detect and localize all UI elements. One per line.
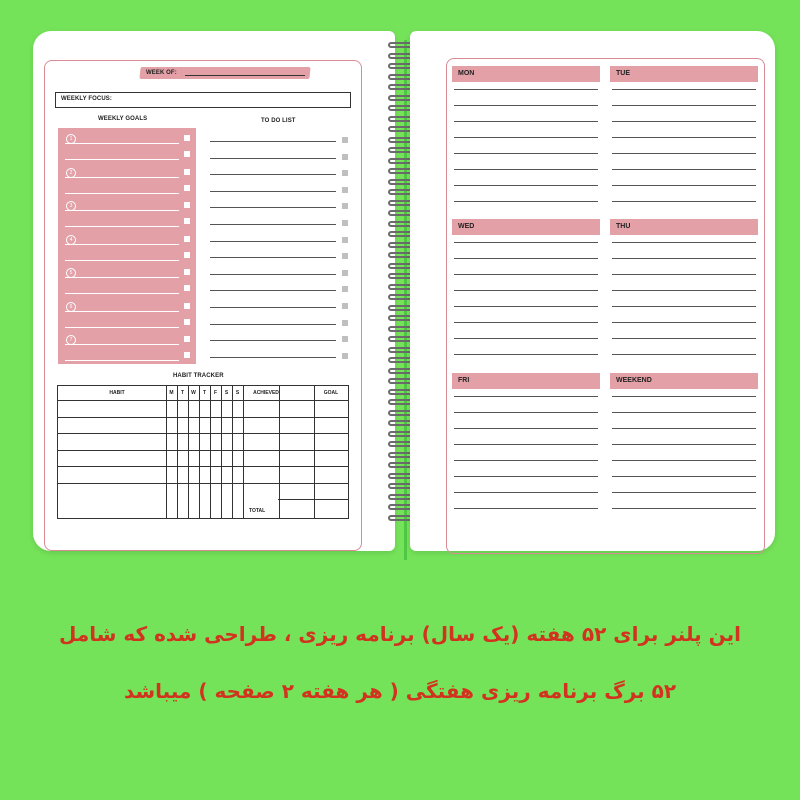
todo-checkbox xyxy=(342,187,348,193)
goal-line xyxy=(65,143,179,144)
todo-line xyxy=(210,241,336,242)
todo-line xyxy=(210,290,336,291)
weekly-focus-label: WEEKLY FOCUS: xyxy=(61,96,112,102)
todo-checkbox xyxy=(342,320,348,326)
day-header-tue xyxy=(610,66,758,82)
todo-checkbox xyxy=(342,286,348,292)
day-col-header: M xyxy=(169,390,174,396)
writing-line xyxy=(612,428,756,429)
goal-checkbox xyxy=(184,135,190,141)
todo-line xyxy=(210,207,336,208)
goal-line xyxy=(65,311,179,312)
goal-checkbox xyxy=(184,352,190,358)
writing-line xyxy=(612,460,756,461)
todo-line xyxy=(210,191,336,192)
writing-line xyxy=(454,508,598,509)
todo-line xyxy=(210,141,336,142)
goal-line xyxy=(65,327,179,328)
day-col-header: W xyxy=(191,390,196,396)
goal-number: 3 xyxy=(66,201,76,211)
todo-line xyxy=(210,174,336,175)
goal-number: 1 xyxy=(66,134,76,144)
goal-checkbox xyxy=(184,185,190,191)
todo-checkbox xyxy=(342,203,348,209)
goal-line xyxy=(65,193,179,194)
todo-checkbox xyxy=(342,237,348,243)
todo-checkbox xyxy=(342,170,348,176)
left-planner-page xyxy=(33,31,395,551)
writing-line xyxy=(454,201,598,202)
writing-line xyxy=(612,306,756,307)
table-row-line xyxy=(278,499,348,500)
writing-line xyxy=(454,476,598,477)
day-label: MON xyxy=(458,70,475,77)
todo-checkbox xyxy=(342,137,348,143)
writing-line xyxy=(454,306,598,307)
writing-line xyxy=(612,274,756,275)
writing-line xyxy=(454,460,598,461)
table-row-line xyxy=(58,400,348,401)
goal-checkbox xyxy=(184,169,190,175)
writing-line xyxy=(454,290,598,291)
goal-number: 7 xyxy=(66,335,76,345)
table-divider xyxy=(188,386,189,518)
writing-line xyxy=(454,105,598,106)
writing-line xyxy=(454,354,598,355)
day-col-header: S xyxy=(224,390,229,396)
writing-line xyxy=(454,137,598,138)
writing-line xyxy=(612,89,756,90)
table-row-line xyxy=(58,483,348,484)
table-divider xyxy=(243,386,244,518)
todo-line xyxy=(210,357,336,358)
writing-line xyxy=(612,338,756,339)
weekly-goals-label: WEEKLY GOALS xyxy=(98,116,148,122)
day-label: WEEKEND xyxy=(616,377,652,384)
writing-line xyxy=(612,105,756,106)
writing-line xyxy=(612,169,756,170)
todo-line xyxy=(210,307,336,308)
todo-line xyxy=(210,324,336,325)
writing-line xyxy=(612,121,756,122)
goal-line xyxy=(65,244,179,245)
writing-line xyxy=(612,185,756,186)
day-header-mon xyxy=(452,66,600,82)
writing-line xyxy=(454,492,598,493)
caption-line-2: ۵۲ برگ برنامه ریزی هفتگی ( هر هفته ۲ صفحه ) میباشد xyxy=(123,679,677,703)
writing-line xyxy=(454,185,598,186)
goal-line xyxy=(65,293,179,294)
day-header-thu xyxy=(610,219,758,235)
goal-checkbox xyxy=(184,319,190,325)
day-header-wed xyxy=(452,219,600,235)
day-header-fri xyxy=(452,373,600,389)
todo-checkbox xyxy=(342,303,348,309)
table-divider xyxy=(199,386,200,518)
weekly-goals-box xyxy=(58,128,196,364)
todo-line xyxy=(210,158,336,159)
writing-line xyxy=(454,338,598,339)
goal-line xyxy=(65,159,179,160)
table-row-line xyxy=(58,450,348,451)
todo-checkbox xyxy=(342,253,348,259)
habit-tracker-title: HABIT TRACKER xyxy=(173,373,224,379)
total-label: TOTAL xyxy=(249,508,266,514)
writing-line xyxy=(454,242,598,243)
writing-line xyxy=(454,274,598,275)
writing-line xyxy=(454,258,598,259)
todo-line xyxy=(210,274,336,275)
todo-line xyxy=(210,340,336,341)
goal-checkbox xyxy=(184,336,190,342)
writing-line xyxy=(612,492,756,493)
writing-line xyxy=(454,412,598,413)
writing-line xyxy=(612,137,756,138)
writing-line xyxy=(612,290,756,291)
writing-line xyxy=(612,396,756,397)
table-divider xyxy=(177,386,178,518)
achieved-col-header: ACHIEVED xyxy=(253,390,279,396)
writing-line xyxy=(454,444,598,445)
week-of-label: WEEK OF: xyxy=(146,70,177,76)
day-col-header: F xyxy=(213,390,218,396)
writing-line xyxy=(612,508,756,509)
todo-list-label: TO DO LIST xyxy=(261,118,296,124)
day-header-weekend xyxy=(610,373,758,389)
writing-line xyxy=(454,153,598,154)
goal-line xyxy=(65,226,179,227)
todo-line xyxy=(210,257,336,258)
writing-line xyxy=(454,89,598,90)
goal-checkbox xyxy=(184,252,190,258)
todo-checkbox xyxy=(342,336,348,342)
todo-checkbox xyxy=(342,270,348,276)
goal-checkbox xyxy=(184,151,190,157)
habit-col-header: HABIT xyxy=(109,390,125,396)
table-row-line xyxy=(58,433,348,434)
todo-line xyxy=(210,224,336,225)
day-col-header: T xyxy=(202,390,207,396)
goal-checkbox xyxy=(184,285,190,291)
writing-line xyxy=(612,153,756,154)
table-divider xyxy=(221,386,222,518)
day-label: FRI xyxy=(458,377,470,384)
day-col-header: S xyxy=(235,390,240,396)
writing-line xyxy=(612,201,756,202)
goal-line xyxy=(65,260,179,261)
writing-line xyxy=(454,169,598,170)
day-label: THU xyxy=(616,223,631,230)
caption-line-1: این پلنر برای ۵۲ هفته (یک سال) برنامه ریزی ، طراحی شده که شامل xyxy=(59,622,741,646)
goal-number: 5 xyxy=(66,268,76,278)
todo-checkbox xyxy=(342,353,348,359)
goal-line xyxy=(65,210,179,211)
goal-checkbox xyxy=(184,202,190,208)
table-divider xyxy=(166,386,167,518)
table-divider xyxy=(232,386,233,518)
goal-checkbox xyxy=(184,269,190,275)
todo-checkbox xyxy=(342,220,348,226)
goal-line xyxy=(65,177,179,178)
week-of-line xyxy=(185,75,305,76)
table-row-line xyxy=(58,417,348,418)
goal-checkbox xyxy=(184,236,190,242)
day-label: TUE xyxy=(616,70,630,77)
habit-tracker-table xyxy=(57,385,349,519)
day-col-header: T xyxy=(180,390,185,396)
writing-line xyxy=(612,354,756,355)
right-planner-page xyxy=(410,31,775,551)
goal-line xyxy=(65,277,179,278)
table-divider xyxy=(210,386,211,518)
goal-checkbox xyxy=(184,218,190,224)
writing-line xyxy=(454,428,598,429)
writing-line xyxy=(612,258,756,259)
goal-line xyxy=(65,344,179,345)
goal-col-header: GOAL xyxy=(323,390,339,396)
writing-line xyxy=(454,121,598,122)
writing-line xyxy=(454,322,598,323)
writing-line xyxy=(612,412,756,413)
writing-line xyxy=(454,396,598,397)
writing-line xyxy=(612,242,756,243)
todo-checkbox xyxy=(342,154,348,160)
goal-checkbox xyxy=(184,303,190,309)
goal-line xyxy=(65,360,179,361)
day-label: WED xyxy=(458,223,475,230)
goal-number: 4 xyxy=(66,235,76,245)
goal-number: 2 xyxy=(66,168,76,178)
writing-line xyxy=(612,476,756,477)
writing-line xyxy=(612,444,756,445)
goal-number: 6 xyxy=(66,302,76,312)
writing-line xyxy=(612,322,756,323)
table-row-line xyxy=(58,466,348,467)
